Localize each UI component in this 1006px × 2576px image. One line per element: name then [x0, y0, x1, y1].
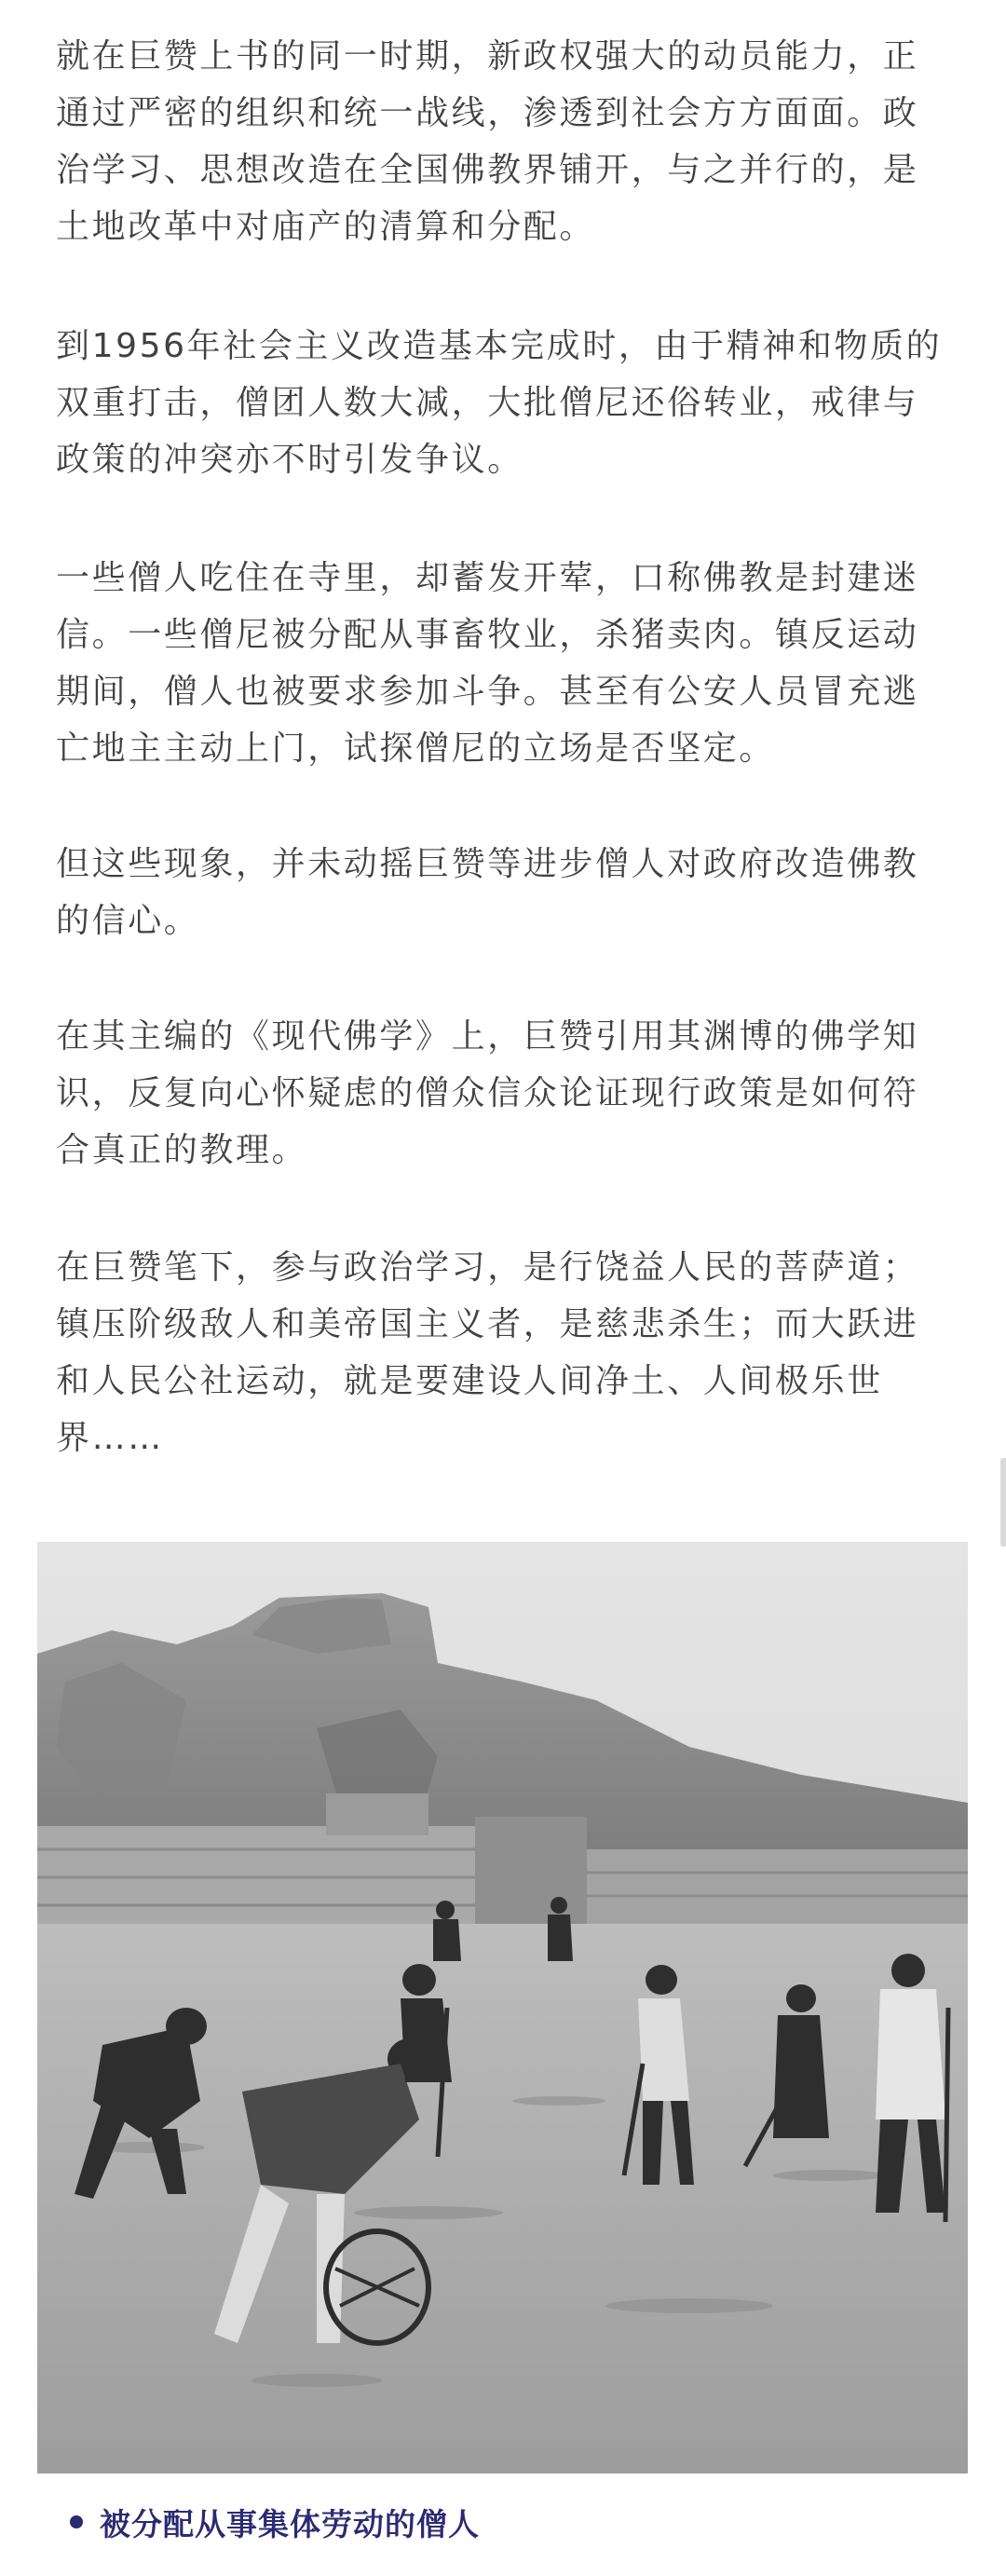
paragraph-6: 在巨赞笔下，参与政治学习，是行饶益人民的菩萨道；镇压阶级敌人和美帝国主义者，是慈悲杀生；而大跃进和人民公社运动，就是要建设人间净土、人间极乐世界…… — [56, 1248, 919, 1457]
photo-caption-text: 被分配从事集体劳动的僧人 — [100, 2505, 480, 2542]
paragraph-4: 但这些现象，并未动摇巨赞等进步僧人对政府改造佛教的信心。 — [56, 845, 919, 940]
article-photo — [37, 1542, 968, 2474]
paragraph-1: 就在巨赞上书的同一时期，新政权强大的动员能力，正通过严密的组织和统一战线，渗透到社会方方面面。政治学习、思想改造在全国佛教界铺开，与之并行的，是土地改革中对庙产的清算和分配。 — [56, 37, 919, 246]
paragraph-3: 一些僧人吃住在寺里，却蓄发开荤，口称佛教是封建迷信。一些僧尼被分配从事畜牧业，杀猪卖肉。镇反运动期间，僧人也被要求参加斗争。甚至有公安人员冒充逃亡地主主动上门，试探僧尼的立场是否坚定。 — [56, 559, 919, 768]
scrollbar-thumb[interactable] — [1000, 1458, 1006, 1547]
labor-photo-illustration — [37, 1542, 968, 2474]
paragraph-2: 到1956年社会主义改造基本完成时，由于精神和物质的双重打击，僧团人数大减，大批僧尼还俗转业，戒律与政策的冲突亦不时引发争议。 — [56, 327, 943, 479]
photo-caption — [70, 2497, 480, 2547]
paragraph-5: 在其主编的《现代佛学》上，巨赞引用其渊博的佛学知识，反复向心怀疑虑的僧众信众论证现行政策是如何符合真正的教理。 — [56, 1017, 919, 1169]
bullet-dot-icon — [70, 2515, 83, 2528]
